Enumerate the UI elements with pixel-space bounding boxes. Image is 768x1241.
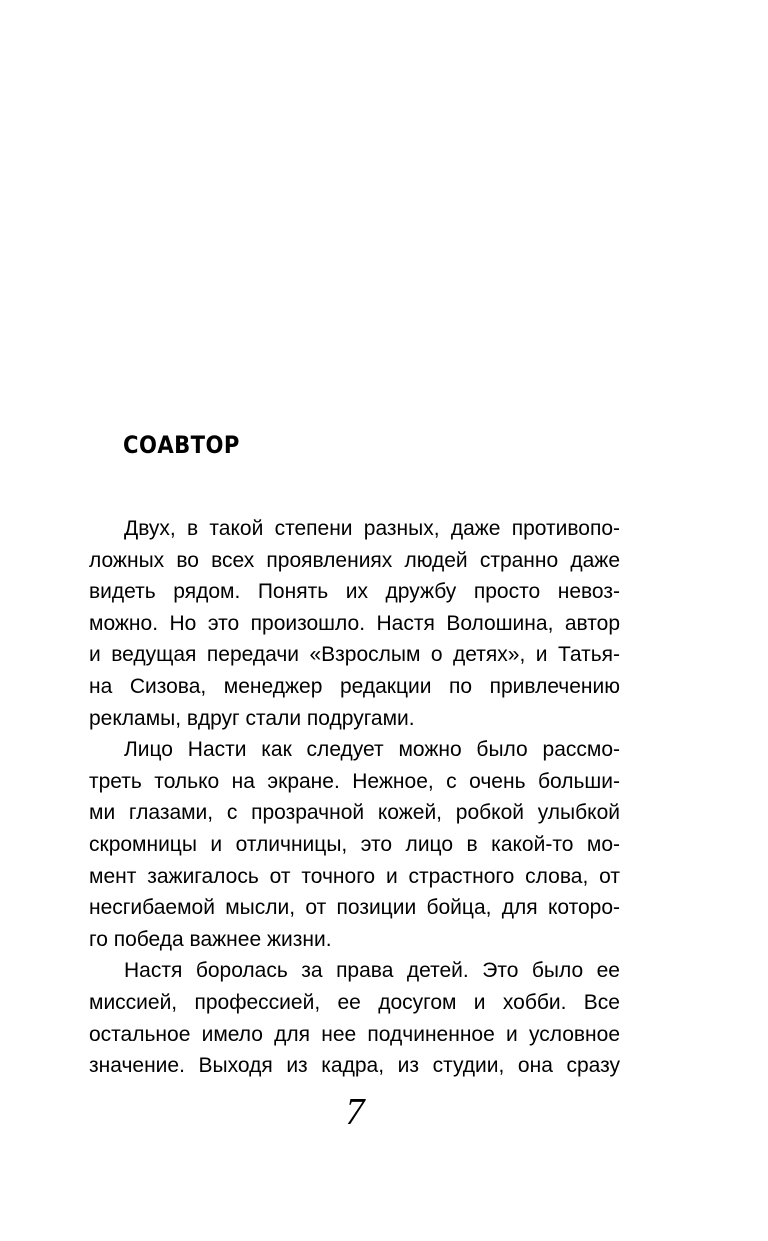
text-line: го победа важнее жизни. (89, 927, 332, 951)
text-line: значение. Выходя из кадра, из студии, она сразу (89, 1054, 620, 1078)
text-line: рекламы, вдруг стали подругами. (89, 706, 415, 730)
text-line: треть только на экране. Нежное, с очень больши- (89, 769, 620, 793)
text-line: на Сизова, менеджер редакции по привлечению (89, 674, 620, 698)
text-line: остальное имело для нее подчиненное и условное (89, 1022, 620, 1046)
text-line: Настя боролась за права детей. Это было ее (124, 959, 620, 983)
body-text (89, 513, 620, 1082)
page-number: 7 (345, 1091, 365, 1133)
chapter-title: СОАВТОР (123, 431, 240, 459)
text-line: и ведущая передачи «Взрослым о детях», и Татья- (89, 643, 620, 667)
text-line: мент зажигалось от точного и страстного слова, от (89, 864, 620, 888)
text-line: миссией, профессией, ее досугом и хобби. Все (89, 990, 620, 1014)
text-line: Лицо Насти как следует можно было рассмо- (124, 738, 620, 762)
text-line: можно. Но это произошло. Настя Волошина, автор (89, 611, 620, 635)
text-line: ложных во всех проявлениях людей странно даже (89, 548, 620, 572)
text-line: Двух, в такой степени разных, даже противопо- (124, 517, 620, 540)
text-line: скромницы и отличницы, это лицо в какой-то мо- (89, 832, 620, 856)
text-line: ми глазами, с прозрачной кожей, робкой улыбкой (89, 801, 620, 825)
text-line: несгибаемой мысли, от позиции бойца, для которо- (89, 896, 620, 920)
text-line: видеть рядом. Понять их дружбу просто невоз- (89, 580, 620, 604)
